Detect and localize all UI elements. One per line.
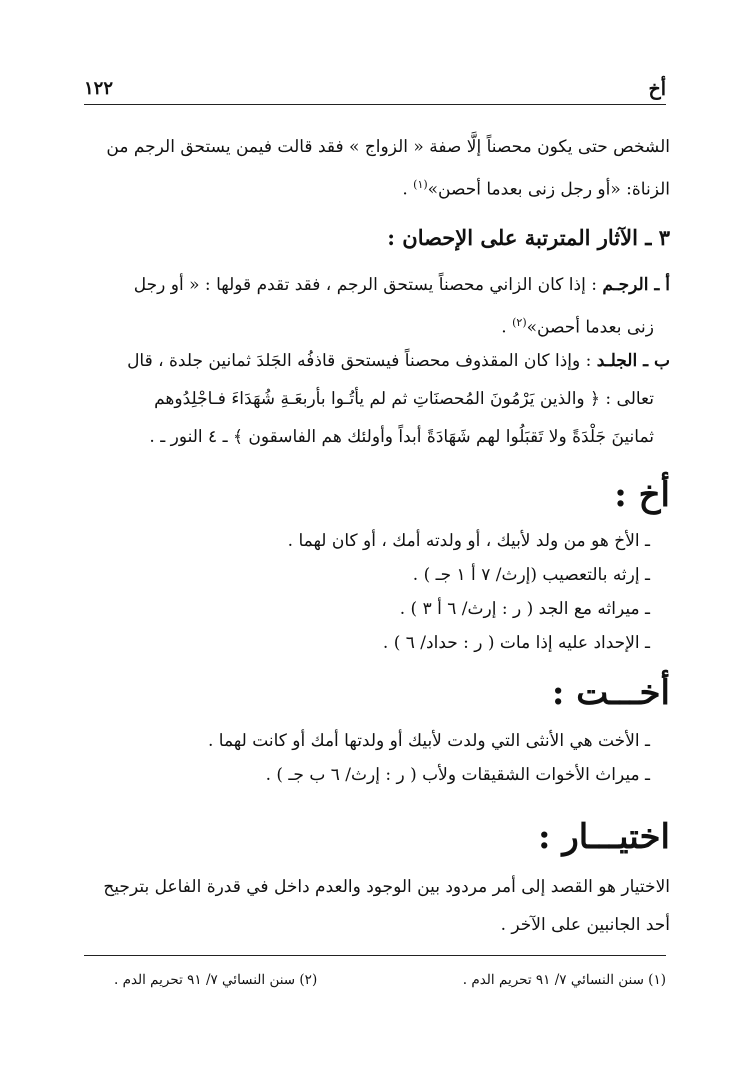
list-item: ـ ميراثه مع الجد ( ر : إرث/ ٦ أ ٣ ) . <box>399 599 650 619</box>
intro-line-2 <box>84 166 670 209</box>
section-3b-line-1 <box>84 342 670 380</box>
section-3a-line-1 <box>84 266 670 304</box>
section-3a <box>84 266 670 347</box>
running-head <box>84 78 666 104</box>
intro-line-1: الشخص حتى يكون محصناً إلَّا صفة « الزواج » فقد قالت فيمن يستحق الرجم من <box>106 137 670 157</box>
entry-ikhtiyar-heading: اختيـــار : <box>537 817 670 857</box>
entry-akh-list <box>84 524 670 660</box>
section-3-title: ٣ ـ الآثار المترتبة على الإحصان : <box>387 225 670 250</box>
footnote-ref-2: (٢) <box>512 316 527 329</box>
footnote-2: (٢) سنن النسائي ٧/ ٩١ تحريم الدم . <box>114 972 318 988</box>
list-item: ـ الأخ هو من ولد لأبيك ، أو ولدته أمك ، أو كان لهما . <box>287 531 650 551</box>
section-3a-text-2: زنى بعدما أحصن» <box>526 317 654 338</box>
section-3a-line-2 <box>84 304 670 347</box>
page-number: ١٢٢ <box>84 78 114 99</box>
footnote-ref-1: (١) <box>413 178 428 191</box>
section-3b-line-3: ثمانينَ جَلْدَةً ولا تَقبَلُوا لهم شَهَادَةً أبداً وأولئك هم الفاسقون ﴾ ـ ٤ النور ـ . <box>149 427 654 447</box>
header-rule <box>84 104 666 105</box>
running-head-title: أخ <box>648 78 666 100</box>
section-3a-text-1: : إذا كان الزاني محصناً يستحق الرجم ، فقد تقدم قولها : « أو رجل <box>133 275 597 295</box>
entry-ikhtiyar-line-1: الاختيار هو القصد إلى أمر مردود بين الوجود والعدم داخل في قدرة الفاعل بترجيح <box>103 877 670 897</box>
entry-ukht-heading: أخـــت : <box>551 673 670 713</box>
section-3a-end: . <box>501 317 507 338</box>
entry-ukht-list <box>84 724 670 792</box>
intro-paragraph <box>84 128 670 209</box>
entry-ikhtiyar-line-2: أحد الجانبين على الآخر . <box>500 915 670 935</box>
list-item: ـ ميراث الأخوات الشقيقات ولأب ( ر : إرث/ ٦ ب جـ ) . <box>265 765 650 785</box>
section-3b-text-1: : وإذا كان المقذوف محصناً فيستحق قاذفُه الجَلدَ ثمانين جلدة ، قال <box>127 351 592 371</box>
entry-ikhtiyar <box>84 812 670 944</box>
entry-ukht <box>84 668 670 792</box>
list-item: ـ إرثه بالتعصيب (إرث/ ٧ أ ١ جـ ) . <box>412 565 650 585</box>
footnote-rule <box>84 955 666 956</box>
list-item: ـ الإحداد عليه إذا مات ( ر : حداد/ ٦ ) . <box>382 633 650 653</box>
section-3a-label: أ ـ الرجـم <box>602 275 670 295</box>
footnote-1: (١) سنن النسائي ٧/ ٩١ تحريم الدم . <box>462 972 666 988</box>
footnotes <box>84 972 666 998</box>
section-3b <box>84 342 670 456</box>
entry-akh <box>84 470 670 660</box>
section-3b-label: ب ـ الجلـد <box>596 351 670 371</box>
list-item: ـ الأخت هي الأنثى التي ولدت لأبيك أو ولدتها أمك أو كانت لهما . <box>207 731 650 751</box>
intro-end: . <box>402 179 408 200</box>
entry-akh-heading: أخ : <box>614 475 670 515</box>
intro-line-2-text: الزناة: «أو رجل زنى بعدما أحصن» <box>427 179 670 200</box>
section-3b-line-2: تعالى : ﴿ والذين يَرْمُونَ المُحصنَاتِ ثم لم يأتُـوا بأربعَـةِ شُهَدَاءَ فـاجْلِدُوهم <box>154 389 654 409</box>
section-3 <box>84 218 670 258</box>
